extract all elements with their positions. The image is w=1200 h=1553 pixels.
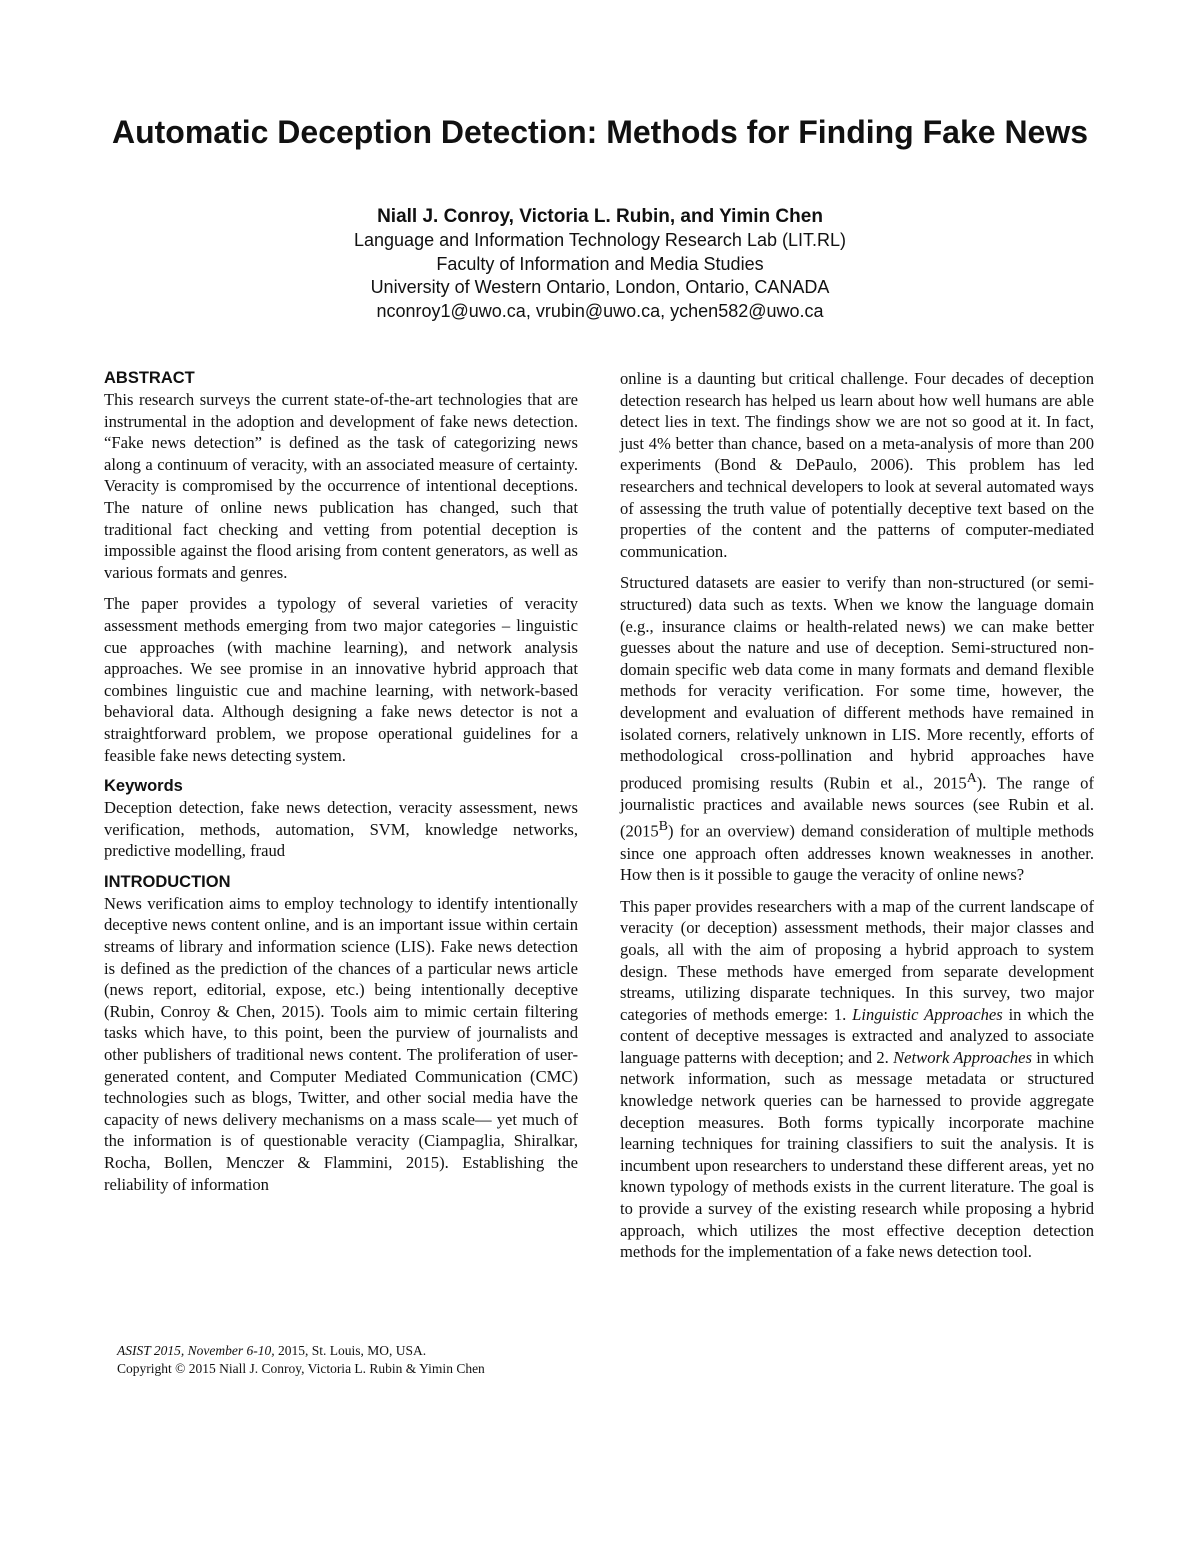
conference-info [117,1342,577,1360]
text-run: in which the content of deceptive messages is extracted and analyzed to associate language patterns with deception; and 2. [620,1004,1094,1067]
faculty-name: Faculty of Information and Media Studies [436,253,764,274]
right-column [620,368,1094,1273]
affiliation-block [150,229,1050,323]
conference-name: ASIST 2015, November 6-10, [117,1343,275,1358]
conference-location: 2015, St. Louis, MO, USA. [274,1343,427,1358]
text-run: ) for an overview) demand consideration of multiple methods since one approach often addresses known weaknesses in another. How then is it possible to gauge the veracity of online news? [620,821,1094,885]
superscript-b: B [658,818,668,834]
lab-name: Language and Information Technology Research Lab (LIT.RL) [354,230,846,250]
linguistic-approaches-term: Linguistic Approaches [852,1004,1003,1024]
abstract-paragraph-2: The paper provides a typology of several varieties of veracity assessment methods emerging from two major categories – linguistic cue approaches (with machine learning), and network analysis approaches. We see promise in an innovative hybrid approach that combines linguistic cue and machine learning, with network-based behavioral data. Although designing a fake news detector is not a straightforward problem, we propose operational guidelines for a feasible fake news detecting system. [104,594,578,765]
left-column [104,368,578,1205]
intro-paragraph-2: online is a daunting but critical challenge. Four decades of deception detection research has helped us learn about how well humans are able detect lies in text. The findings show we are not so good at it. In fact, just 4% better than chance, based on a meta-analysis of more than 200 experiments (Bond & DePaulo, 2006). This problem has led researchers and technical developers to look at several automated ways of assessing the truth value of potentially deceptive text based on the properties of the content and the patterns of computer-mediated communication. [620,369,1094,561]
introduction-paragraph-1: News verification aims to employ technology to identify intentionally deceptive news content online, and is an important issue within certain streams of library and information science (LIS). Fake news detection is defined as the prediction of the chances of a particular news article (news report, editorial, expose, etc.) being intentionally deceptive (Rubin, Conroy & Chen, 2015). Tools aim to mimic certain filtering tasks which have, to this point, been the purview of journalists and other publishers of traditional news content. The proliferation of user-generated content, and Computer Mediated Communication (CMC) technologies such as blogs, Twitter, and other social media have the capacity of news delivery mechanisms on a mass scale— yet much of the information is of questionable veracity (Ciampaglia, Shiralkar, Rocha, Bollen, Menczer & Flammini, 2015). Establishing the reliability of information [104,893,578,1194]
network-approaches-term: Network Approaches [893,1047,1032,1067]
text-run: Structured datasets are easier to verify than non-structured (or semi-structured) data such as texts. When we know the language domain (e.g., insurance claims or health-related news) we can make better guesses about the nature and use of deception. Semi-structured non-domain specific web data come in many formats and demand flexible methods for veracity verification. For some time, however, the development and evaluation of different methods have remained in isolated corners, relatively unknown in LIS. More recently, efforts of methodological cross-pollination and hybrid approaches have produced promising results (Rubin et al., 2015 [620,573,1094,793]
abstract-heading: ABSTRACT [104,369,195,387]
text-run: in which network information, such as message metadata or structured knowledge network queries can be harnessed to provide aggregate deception measures. Both forms typically incorporate machine learning techniques for training classifiers to suit the analysis. It is incumbent upon researchers to understand these different areas, yet no known typology of methods exists in the current literature. The goal is to provide a survey of the existing research while proposing a hybrid approach, which utilizes the most effective deception detection methods for the implementation of a fake news detection tool. [620,1047,1094,1262]
paper-title: Automatic Deception Detection: Methods for Finding Fake News [111,114,1089,150]
abstract-paragraph-1: This research surveys the current state-of-the-art technologies that are instrumental in the adoption and development of fake news detection. “Fake news detection” is defined as the task of categorizing news along a continuum of veracity, with an associated measure of certainty. Veracity is compromised by the occurrence of intentional deceptions. The nature of online news publication has changed, such that traditional fact checking and vetting from potential deception is impossible against the flood arising from content generators, as well as various formats and genres. [104,390,578,582]
text-run: ). The range of journalistic practices and available news sources (see Rubin et al. (2015 [620,773,1094,841]
intro-paragraph-3 [620,572,1094,885]
keywords-text: Deception detection, fake news detection, veracity assessment, news verification, methods, automation, SVM, knowledge networks, predictive modelling, fraud [104,798,578,861]
superscript-a: A [966,769,977,785]
intro-paragraph-4 [620,896,1094,1263]
copyright-notice: Copyright © 2015 Niall J. Conroy, Victoria L. Rubin & Yimin Chen [117,1361,485,1376]
author-list: Niall J. Conroy, Victoria L. Rubin, and Yimin Chen [377,206,823,227]
copyright-block [117,1342,577,1378]
author-emails: nconroy1@uwo.ca, vrubin@uwo.ca, ychen582@uwo.ca [376,300,824,321]
text-run: This paper provides researchers with a map of the current landscape of veracity (or deception) assessment methods, their major classes and goals, all with the aim of proposing a hybrid approach to system design. These methods have emerged from separate development streams, utilizing disparate techniques. In this survey, two major categories of methods emerge: 1. [620,896,1094,1024]
keywords-heading: Keywords [104,777,183,796]
university-name: University of Western Ontario, London, Ontario, CANADA [370,277,830,297]
introduction-heading: INTRODUCTION [104,872,231,891]
